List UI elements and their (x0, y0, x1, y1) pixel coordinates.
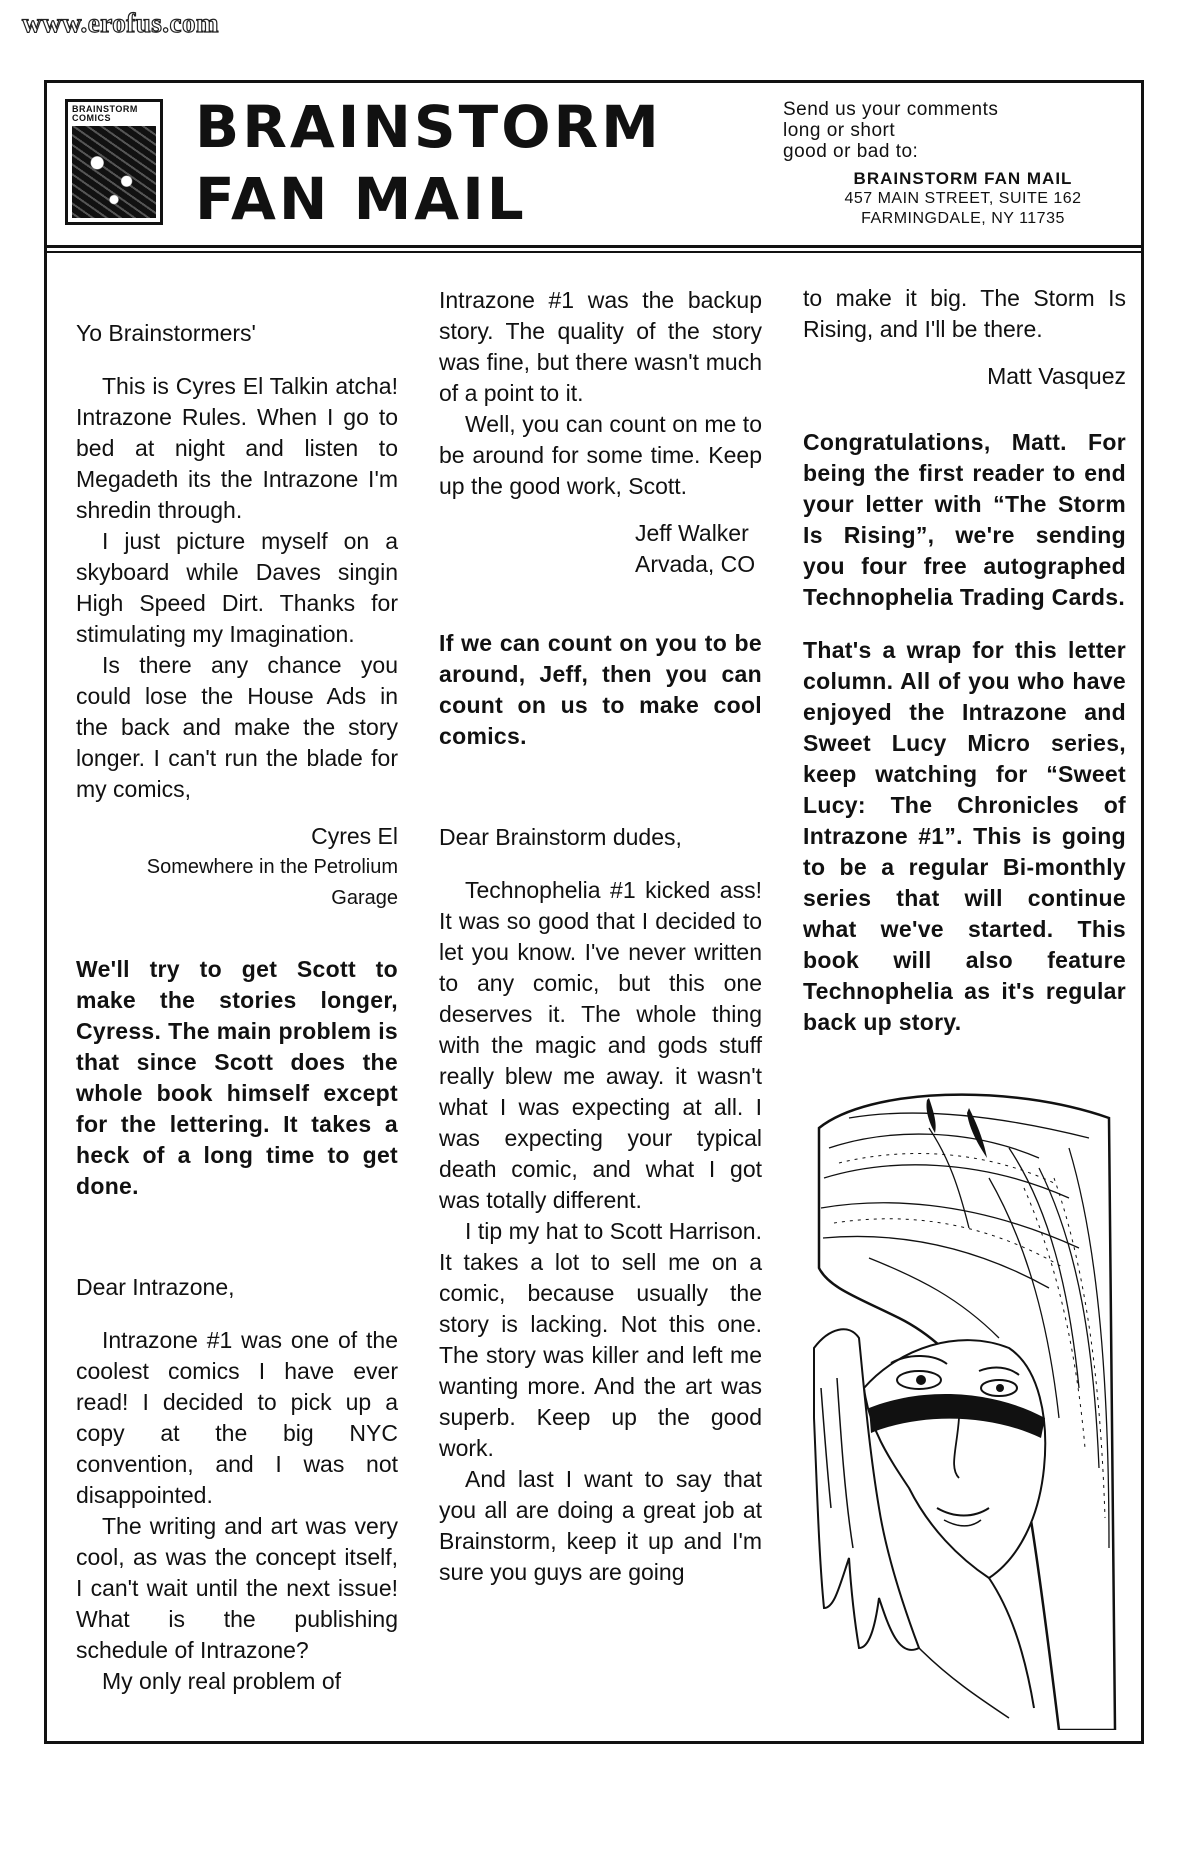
send-line-3: good or bad to: (783, 141, 919, 162)
send-comments-notice (783, 99, 1133, 162)
letter-paragraph: Intrazone #1 was one of the coolest comics I have ever read! I decided to pick up a copy at the big NYC convention, and I was not disappointed. (76, 1327, 398, 1508)
address-city: FARMINGDALE, NY 11735 (861, 210, 1065, 227)
letter-paragraph: Is there any chance you could lose the House Ads in the back and make the story longer. I can't run the blade for my comics, (76, 652, 398, 802)
comic-character-illustration (809, 1088, 1125, 1730)
column-2 (439, 283, 762, 1588)
letter-salutation: Dear Intrazone, (76, 1274, 235, 1300)
mailing-address (803, 169, 1123, 229)
letter-paragraph: My only real problem of (102, 1668, 342, 1694)
logo-artwork (72, 126, 156, 218)
letter-paragraph: And last I want to say that you all are doing a great job at Brainstorm, keep it up and I'm sure you guys are going (439, 1466, 762, 1585)
letter-paragraph: Intrazone #1 was the backup story. The quality of the story was fine, but there wasn't much of a point to it. (439, 287, 762, 406)
fan-mail-page (44, 80, 1144, 1744)
site-watermark: www.erofus.com (22, 8, 219, 38)
letter-paragraph: This is Cyres El Talkin atcha! Intrazone Rules. When I go to bed at night and listen to Megadeth its the Intrazone I'm shredin through. (76, 373, 398, 523)
brainstorm-comics-logo (65, 99, 163, 225)
send-line-1: Send us your comments (783, 99, 999, 120)
header-divider (47, 251, 1141, 253)
column-1 (76, 283, 398, 1697)
letter-location: Somewhere in the Petrolium Garage (146, 856, 398, 909)
letter-paragraph: I just picture myself on a skyboard while Daves singin High Speed Dirt. Thanks for stimulating my Imagination. (76, 528, 398, 647)
logo-text: BRAINSTORM COMICS (72, 104, 138, 123)
letter-signature: Jeff Walker (635, 520, 749, 546)
page-title (195, 91, 662, 235)
letter-paragraph: I tip my hat to Scott Harrison. It takes a lot to sell me on a comic, because usually the story is lacking. Not this one. The story was killer and left me wanting more. And the art was superb. Keep up the good work. (439, 1218, 762, 1461)
send-line-2: long or short (783, 120, 896, 141)
letter-salutation: Yo Brainstormers' (76, 320, 256, 346)
editor-response: Congratulations, Matt. For being the first reader to end your letter with “The Storm Is Rising”, we're sending you four free autographed Technophelia Trading Cards. (803, 429, 1126, 610)
letter-salutation: Dear Brainstorm dudes, (439, 824, 682, 850)
address-street: 457 MAIN STREET, SUITE 162 (844, 190, 1082, 207)
editor-response: If we can count on you to be around, Jeff, then you can count on us to make cool comics. (439, 630, 762, 749)
letter-signature: Cyres El (311, 823, 398, 849)
title-line-1: BRAINSTORM (195, 93, 662, 161)
editor-response: We'll try to get Scott to make the stories longer, Cyress. The main problem is that since Scott does the whole book himself except for the lettering. It takes a heck of a long time to get done. (76, 956, 398, 1199)
letter-paragraph: Well, you can count on me to be around for some time. Keep up the good work, Scott. (439, 411, 762, 499)
letter-signature: Matt Vasquez (987, 363, 1126, 389)
editor-closing-note: That's a wrap for this letter column. All of you who have enjoyed the Intrazone and Sweet Lucy Micro series, keep watching for “Sweet Lucy: The Chronicles of Intrazone #1”. This is going to be a regular Bi-monthly series that will continue what we've started. This book will also feature Technophelia as it's regular back up story. (803, 637, 1126, 1035)
letter-paragraph: to make it big. The Storm Is Rising, and I'll be there. (803, 285, 1126, 342)
address-name: BRAINSTORM FAN MAIL (853, 169, 1073, 188)
title-line-2: FAN MAIL (195, 165, 527, 233)
letter-paragraph: The writing and art was very cool, as was the concept itself, I can't wait until the next issue! What is the publishing schedule of Intrazone? (76, 1513, 398, 1663)
page-header (47, 83, 1141, 248)
column-3 (803, 283, 1126, 1038)
letter-paragraph: Technophelia #1 kicked ass! It was so good that I decided to let you know. I've never written to any comic, but this one deserves it. The whole thing with the magic and gods stuff really blew me away. it wasn't what I was expecting at all. I was expecting your typical death comic, and what I got was totally different. (439, 877, 762, 1213)
letter-location: Arvada, CO (635, 551, 756, 577)
